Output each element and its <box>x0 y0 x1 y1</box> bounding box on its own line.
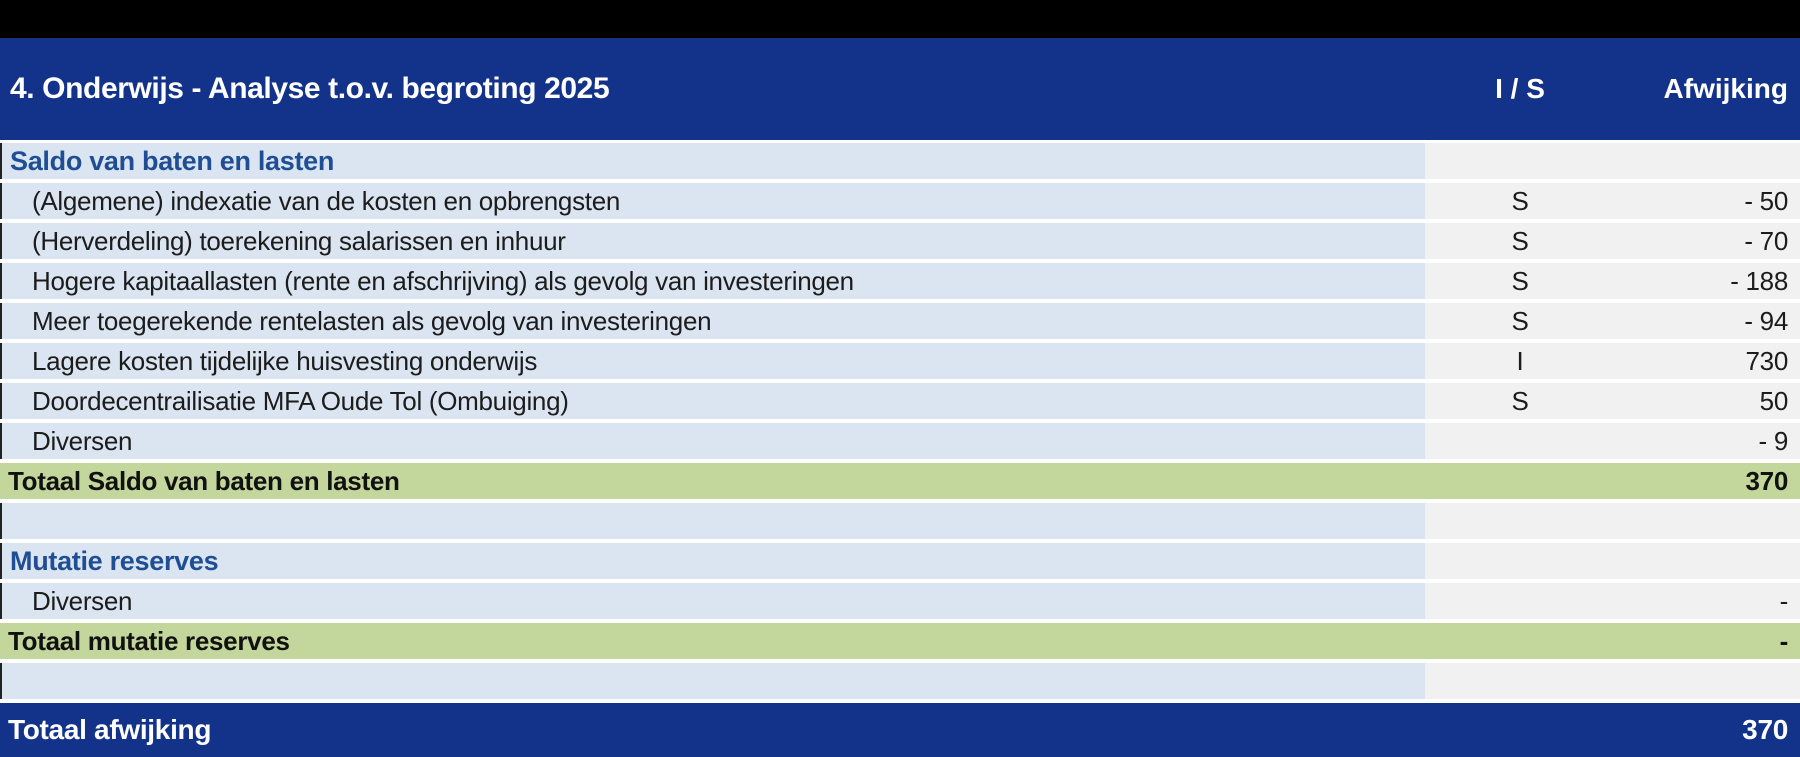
table-body <box>0 143 1800 757</box>
section-title: Mutatie reserves <box>0 543 1425 579</box>
section-header-right <box>1425 143 1800 179</box>
page-title: 4. Onderwijs - Analyse t.o.v. begroting 2025 <box>10 72 610 105</box>
spacer-row <box>0 663 1800 699</box>
row-label: Hogere kapitaallasten (rente en afschrijving) als gevolg van investeringen <box>0 263 1425 299</box>
afwijking-value: - <box>1779 585 1788 616</box>
row-label: (Algemene) indexatie van de kosten en opbrengsten <box>0 183 1425 219</box>
total-afwijking-value: 370 <box>1745 465 1788 496</box>
table-row <box>0 223 1800 259</box>
header-columns <box>1425 73 1800 105</box>
is-value: S <box>1511 305 1529 336</box>
row-label: Diversen <box>0 423 1425 459</box>
afwijking-value: - 9 <box>1758 425 1788 456</box>
row-label: Doordecentrailisatie MFA Oude Tol (Ombuiging) <box>0 383 1425 419</box>
afwijking-value: - 70 <box>1744 225 1788 256</box>
row-label: Meer toegerekende rentelasten als gevolg van investeringen <box>0 303 1425 339</box>
table-row <box>0 303 1800 339</box>
grand-total-label: Totaal afwijking <box>8 714 212 745</box>
section-title: Saldo van baten en lasten <box>0 143 1425 179</box>
column-header-is: I / S <box>1495 73 1545 104</box>
afwijking-value: - 188 <box>1730 265 1788 296</box>
column-header-afwijking: Afwijking <box>1663 73 1788 104</box>
table-row <box>0 263 1800 299</box>
is-value: S <box>1511 265 1529 296</box>
table-row <box>0 423 1800 459</box>
section-total-saldo <box>0 463 1800 499</box>
afwijking-value: 50 <box>1759 385 1788 416</box>
is-value: S <box>1511 225 1529 256</box>
afwijking-value: - 50 <box>1744 185 1788 216</box>
table-row <box>0 383 1800 419</box>
is-value: I <box>1516 345 1524 376</box>
section-total-mutatie-reserves <box>0 623 1800 659</box>
grand-total-row <box>0 703 1800 757</box>
is-value: S <box>1511 185 1529 216</box>
row-label: Lagere kosten tijdelijke huisvesting onderwijs <box>0 343 1425 379</box>
table-row <box>0 343 1800 379</box>
redaction-top-bar <box>0 0 1800 38</box>
section-header-saldo <box>0 143 1800 179</box>
grand-total-value: 370 <box>1742 714 1788 745</box>
spacer-row <box>0 503 1800 539</box>
table-row <box>0 183 1800 219</box>
total-label: Totaal Saldo van baten en lasten <box>8 465 400 496</box>
table-row <box>0 583 1800 619</box>
total-afwijking-value: - <box>1779 625 1788 656</box>
afwijking-value: 730 <box>1745 345 1788 376</box>
afwijking-value: - 94 <box>1744 305 1788 336</box>
row-label: (Herverdeling) toerekening salarissen en inhuur <box>0 223 1425 259</box>
table-header-bar <box>0 38 1800 140</box>
section-header-mutatie-reserves <box>0 543 1800 579</box>
total-label: Totaal mutatie reserves <box>8 625 290 656</box>
row-label: Diversen <box>0 583 1425 619</box>
is-value: S <box>1511 385 1529 416</box>
